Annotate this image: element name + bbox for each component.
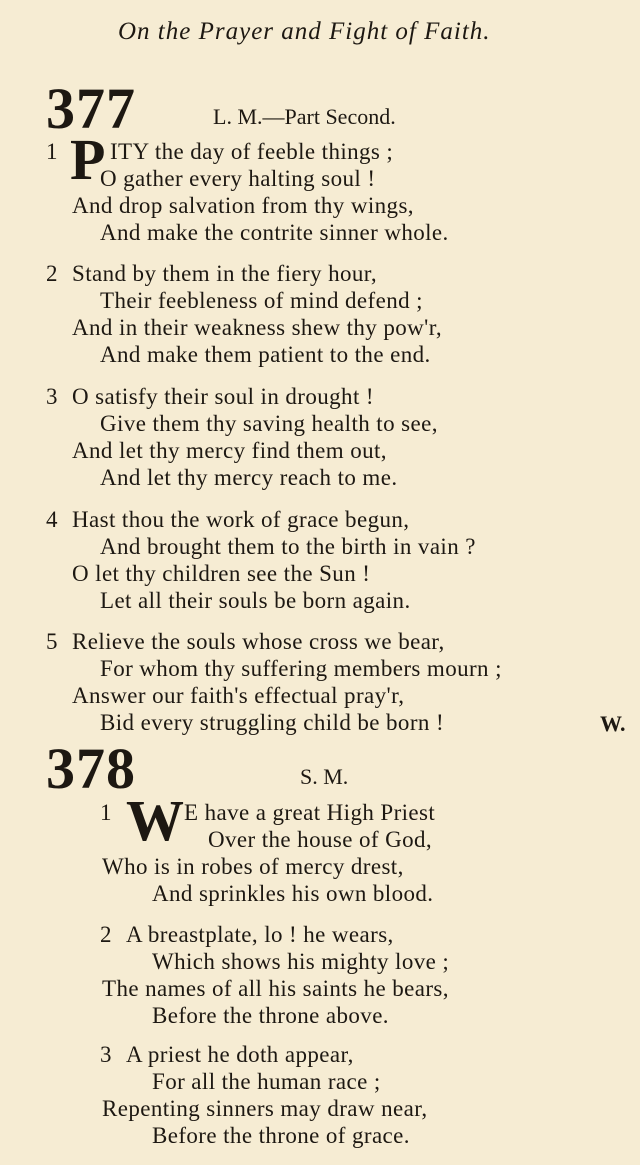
stanza-number: 4 [46,507,58,532]
running-head: On the Prayer and Fight of Faith. [118,18,491,45]
hymn-number-377: 377 [46,76,136,141]
verse-line: Before the throne of grace. [152,1123,410,1148]
verse-line: Relieve the souls whose cross we bear, [72,629,445,654]
verse-line: Over the house of God, [208,827,433,852]
verse-line: A priest he doth appear, [126,1042,354,1067]
drop-cap: P [70,127,106,192]
stanza-number: 1 [100,800,112,825]
verse-line: O let thy children see the Sun ! [72,561,371,586]
verse-line: And let thy mercy find them out, [72,438,387,463]
verse-line: And sprinkles his own blood. [152,881,434,906]
author-initial: W. [600,711,626,736]
verse-line: And in their weakness shew thy pow'r, [72,315,442,340]
verse-line: A breastplate, lo ! he wears, [126,922,394,947]
hymn-meter-377: L. M.—Part Second. [213,104,396,129]
verse-line: The names of all his saints he bears, [102,976,449,1001]
drop-cap: W [126,788,184,853]
verse-line: O gather every halting soul ! [100,166,376,191]
stanza-number: 3 [46,384,58,409]
verse-line: Bid every struggling child be born ! [100,710,445,735]
stanza-number: 3 [100,1042,112,1067]
verse-line: Hast thou the work of grace begun, [72,507,410,532]
verse-line: Give them thy saving health to see, [100,411,438,436]
verse-line: And brought them to the birth in vain ? [100,534,476,559]
stanza-number: 2 [46,261,58,286]
verse-line: Repenting sinners may draw near, [102,1096,428,1121]
stanza-number: 1 [46,139,58,164]
verse-line: Who is in robes of mercy drest, [102,854,404,879]
verse-line: Before the throne above. [152,1003,389,1028]
verse-line: And make the contrite sinner whole. [100,220,449,245]
verse-line: E have a great High Priest [184,800,436,825]
verse-line: Answer our faith's effectual pray'r, [72,683,405,708]
hymn-meter-378: S. M. [300,764,349,789]
verse-line: For all the human race ; [152,1069,381,1094]
verse-line: Which shows his mighty love ; [152,949,450,974]
verse-line: And drop salvation from thy wings, [72,193,414,218]
verse-line: Their feebleness of mind defend ; [100,288,423,313]
stanza-number: 2 [100,922,112,947]
verse-line: Stand by them in the fiery hour, [72,261,378,286]
verse-line: And let thy mercy reach to me. [100,465,398,490]
verse-line: For whom thy suffering members mourn ; [100,656,502,681]
verse-line: And make them patient to the end. [100,342,431,367]
verse-line: Let all their souls be born again. [100,588,411,613]
verse-line: ITY the day of feeble things ; [110,139,394,164]
stanza-number: 5 [46,629,58,654]
hymn-number-378: 378 [46,736,136,801]
verse-line: O satisfy their soul in drought ! [72,384,374,409]
